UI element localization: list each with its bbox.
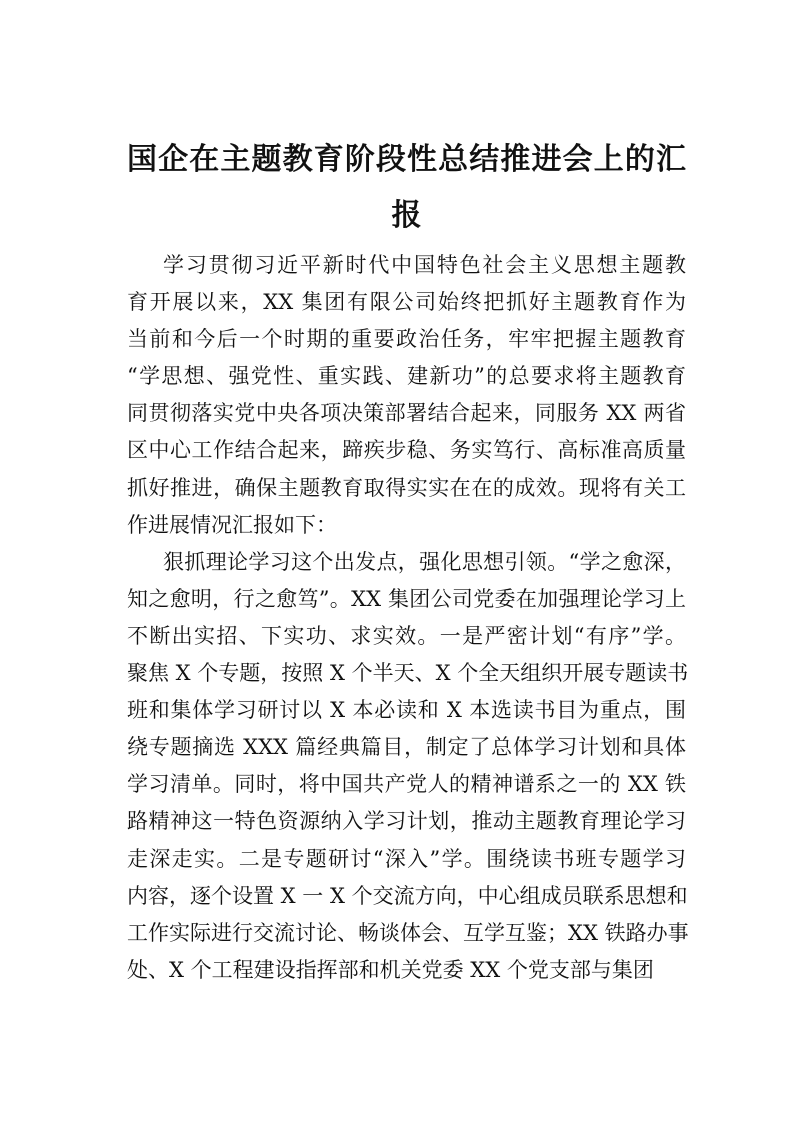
text-line: 处、X 个工程建设指挥部和机关党委 XX 个党支部与集团	[127, 957, 654, 982]
paragraph	[127, 247, 686, 544]
text-line: 不断出实招、下实功、求实效。一是严密计划“有序”学。	[127, 623, 686, 648]
text-line: 狠抓理论学习这个出发点，强化思想引领。“学之愈深，	[163, 549, 686, 574]
paragraph	[127, 544, 689, 989]
text-line: 当前和今后一个时期的重要政治任务，牢牢把握主题教育	[127, 327, 686, 352]
text-line: 同贯彻落实党中央各项决策部署结合起来，同服务 XX 两省	[127, 401, 686, 426]
text-line: 学习贯彻习近平新时代中国特色社会主义思想主题教	[163, 253, 686, 277]
text-line: 抓好推进，确保主题教育取得实实在在的成效。现将有关工	[127, 475, 686, 500]
document-body	[127, 247, 689, 989]
text-line: 内容，逐个设置 X 一 X 个交流方向，中心组成员联系思想和	[127, 883, 688, 908]
text-line: 绕专题摘选 XXX 篇经典篇目，制定了总体学习计划和具体	[127, 735, 686, 760]
document-title-line-2: 报	[391, 198, 423, 233]
text-line: 工作实际进行交流讨论、畅谈体会、互学互鉴；XX 铁路办事	[127, 920, 689, 945]
text-line: 走深走实。二是专题研讨“深入”学。围绕读书班专题学习	[127, 846, 686, 871]
text-line: 学习清单。同时，将中国共产党人的精神谱系之一的 XX 铁	[127, 772, 686, 797]
text-line: 聚焦 X 个专题，按照 X 个半天、X 个全天组织开展专题读书	[127, 661, 689, 686]
text-line: 区中心工作结合起来，蹄疾步稳、务实笃行、高标准高质量	[127, 438, 686, 463]
text-line: 育开展以来，XX 集团有限公司始终把抓好主题教育作为	[127, 290, 686, 315]
text-line: 路精神这一特色资源纳入学习计划，推动主题教育理论学习	[127, 809, 686, 834]
text-line: “学思想、强党性、重实践、建新功”的总要求将主题教育	[127, 364, 686, 389]
text-line: 班和集体学习研讨以 X 本必读和 X 本选读书目为重点，围	[127, 698, 686, 723]
document-title-line-1: 国企在主题教育阶段性总结推进会上的汇	[127, 142, 687, 177]
text-line: 作进展情况汇报如下：	[127, 512, 337, 537]
text-line: 知之愈明，行之愈笃”。XX 集团公司党委在加强理论学习上	[127, 586, 686, 611]
